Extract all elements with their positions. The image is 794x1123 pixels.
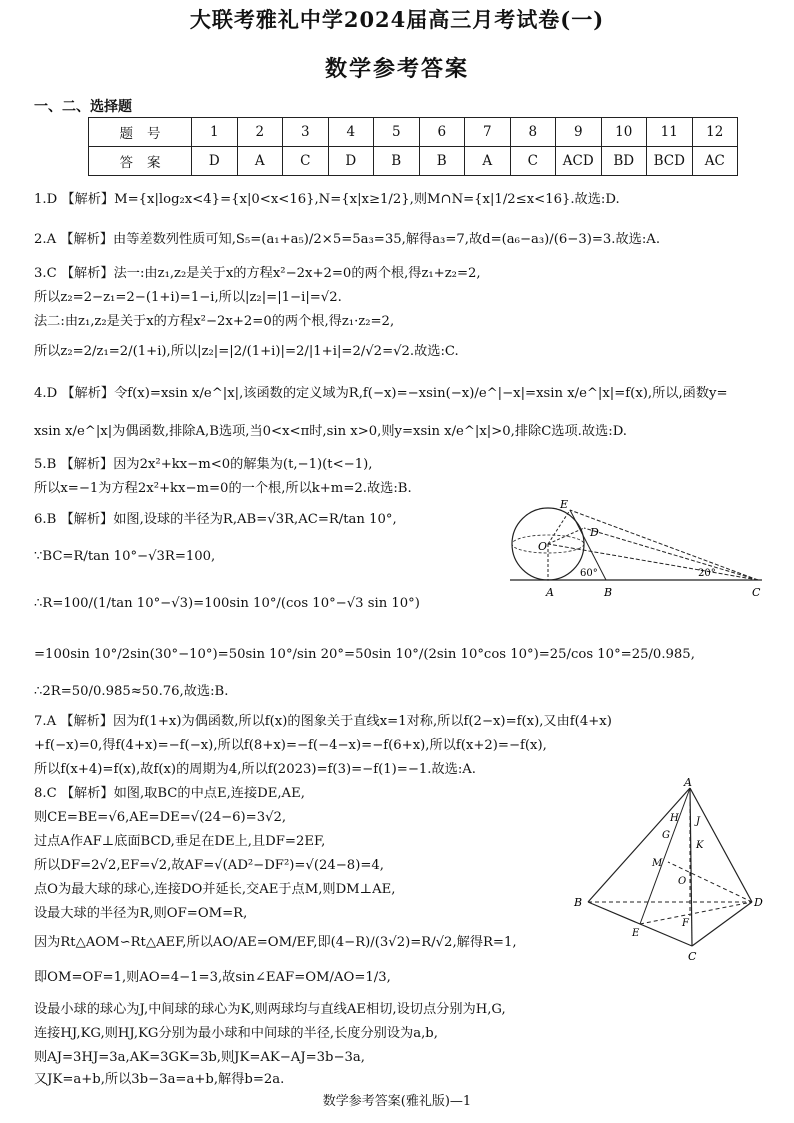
- solution-6-line: ∵BC=R/tan 10°−√3R=100,: [34, 549, 216, 564]
- solution-3-method2: 法二:由z₁,z₂是关于x的方程x²−2x+2=0的两个根,得z₁·z₂=2,: [34, 314, 395, 329]
- solution-5: 5.B 【解析】因为2x²+kx−m<0的解集为(t,−1)(t<−1),: [34, 457, 373, 472]
- solution-6-line: ∴2R=50/0.985≈50.76,故选:B.: [34, 684, 229, 699]
- solution-8: 8.C 【解析】如图,取BC的中点E,连接DE,AE,: [34, 786, 305, 801]
- table-cell: 1: [192, 118, 238, 147]
- solution-3-line: 所以z₂=2−z₁=2−(1+i)=1−i,所以|z₂|=|1−i|=√2.: [34, 290, 342, 305]
- solution-8-line: 所以DF=2√2,EF=√2,故AF=√(AD²−DF²)=√(24−8)=4,: [34, 858, 384, 873]
- figure-label: C: [688, 950, 697, 963]
- table-cell: 10: [601, 118, 647, 147]
- figure-label: A: [684, 776, 692, 789]
- figure-label: O: [678, 876, 687, 887]
- table-cell: 12: [692, 118, 738, 147]
- solution-8-line: 点O为最大球的球心,连接DO并延长,交AE于点M,则DM⊥AE,: [34, 882, 396, 897]
- document-title: 数学参考答案: [324, 56, 469, 82]
- table-cell: B: [419, 147, 465, 176]
- table-row: [89, 118, 738, 147]
- table-cell: BCD: [647, 147, 693, 176]
- figure-label: O: [538, 540, 548, 553]
- solution-6: 6.B 【解析】如图,设球的半径为R,AB=√3R,AC=R/tan 10°,: [34, 512, 397, 527]
- solution-3: 3.C 【解析】法一:由z₁,z₂是关于x的方程x²−2x+2=0的两个根,得z₁+z₂=2,: [34, 266, 481, 281]
- table-cell: 2: [237, 118, 283, 147]
- solution-5-line: 所以x=−1为方程2x²+kx−m=0的一个根,所以k+m=2.故选:B.: [34, 481, 412, 496]
- table-cell: C: [283, 147, 329, 176]
- solution-4-line: xsin x/e^|x|为偶函数,排除A,B选项,当0<x<π时,sin x>0,则y=xsin x/e^|x|>0,排除C选项.故选:D.: [34, 424, 627, 439]
- exam-title: 大联考雅礼中学2024届高三月考试卷(一): [189, 7, 605, 32]
- table-cell: A: [465, 147, 511, 176]
- table-cell: 6: [419, 118, 465, 147]
- solution-8-line: 设最小球的球心为J,中间球的球心为K,则两球均与直线AE相切,设切点分别为H,G,: [34, 1002, 506, 1017]
- table-cell: BD: [601, 147, 647, 176]
- solution-8-line: 又JK=a+b,所以3b−3a=a+b,解得b=2a.: [34, 1072, 285, 1087]
- row-label-answer: 答案: [89, 147, 192, 176]
- figure-label: C: [752, 586, 761, 599]
- figure-label: B: [604, 586, 613, 599]
- solution-6-line: ∴R=100/(1/tan 10°−√3)=100sin 10°/(cos 10°−√3 sin 10°): [34, 596, 420, 611]
- figure-label: 20°: [698, 568, 716, 579]
- table-cell: 4: [328, 118, 374, 147]
- figure-label: E: [632, 928, 640, 939]
- solution-8-line: 设最大球的半径为R,则OF=OM=R,: [34, 906, 248, 921]
- figure-label: A: [546, 586, 554, 599]
- table-cell: AC: [692, 147, 738, 176]
- table-cell: 3: [283, 118, 329, 147]
- solution-3-line: 所以z₂=2/z₁=2/(1+i),所以|z₂|=|2/(1+i)|=2/|1+i|=2/√2=√2.故选:C.: [34, 344, 459, 359]
- row-label-number: 题号: [89, 118, 192, 147]
- solution-2: 2.A 【解析】由等差数列性质可知,S₅=(a₁+a₅)/2×5=5a₃=35,解得a₃=7,故d=(a₆−a₃)/(6−3)=3.故选:A.: [34, 232, 661, 247]
- table-cell: ACD: [556, 147, 602, 176]
- solution-8-line: 则AJ=3HJ=3a,AK=3GK=3b,则JK=AK−AJ=3b−3a,: [34, 1050, 365, 1065]
- figure-label: G: [662, 830, 670, 841]
- table-cell: 11: [647, 118, 693, 147]
- solution-8-line: 则CE=BE=√6,AE=DE=√(24−6)=3√2,: [34, 810, 287, 825]
- figure-label: F: [682, 918, 689, 929]
- page-footer: 数学参考答案(雅礼版)—1: [322, 1094, 472, 1109]
- solution-7: 7.A 【解析】因为f(1+x)为偶函数,所以f(x)的图象关于直线x=1对称,所以f(2−x)=f(x),又由f(4+x): [34, 714, 612, 729]
- table-cell: B: [374, 147, 420, 176]
- solution-8-line: 即OM=OF=1,则AO=4−1=3,故sin∠EAF=OM/AO=1/3,: [34, 970, 391, 985]
- solution-8-line: 因为Rt△AOM∽Rt△AEF,所以AO/AE=OM/EF,即(4−R)/(3√2)=R/√2,解得R=1,: [34, 935, 517, 950]
- solution-6-line: =100sin 10°/2sin(30°−10°)=50sin 10°/sin 20°=50sin 10°/(2sin 10°cos 10°)=25/cos 10°=25/0.985,: [34, 647, 695, 662]
- solution-4: 4.D 【解析】令f(x)=xsin x/e^|x|,该函数的定义域为R,f(−x)=−xsin(−x)/e^|−x|=xsin x/e^|x|=f(x),所以,函数y=: [34, 386, 728, 401]
- table-cell: 8: [510, 118, 556, 147]
- figure-label: H: [670, 813, 679, 824]
- table-cell: 9: [556, 118, 602, 147]
- table-row: [89, 147, 738, 176]
- solution-7-line: +f(−x)=0,得f(4+x)=−f(−x),所以f(8+x)=−f(−4−x)=−f(6+x),所以f(x+2)=−f(x),: [34, 738, 547, 753]
- figure-label: E: [560, 498, 569, 511]
- table-cell: C: [510, 147, 556, 176]
- figure-sphere-tangents: [500, 496, 770, 602]
- figure-label: 60°: [580, 568, 598, 579]
- section-heading: 一、二、选择题: [34, 99, 132, 115]
- table-cell: D: [328, 147, 374, 176]
- figure-label: D: [754, 896, 763, 909]
- figure-label: M: [652, 858, 663, 869]
- figure-label: B: [574, 896, 583, 909]
- solution-8-line: 过点A作AF⊥底面BCD,垂足在DE上,且DF=2EF,: [34, 834, 326, 849]
- figure-label: K: [696, 840, 704, 851]
- table-cell: A: [237, 147, 283, 176]
- figure-label: J: [696, 816, 701, 827]
- table-cell: D: [192, 147, 238, 176]
- answer-table: [88, 117, 738, 176]
- figure-tetrahedron: [566, 776, 770, 966]
- solution-8-line: 连接HJ,KG,则HJ,KG分别为最小球和中间球的半径,长度分别设为a,b,: [34, 1026, 438, 1041]
- table-cell: 7: [465, 118, 511, 147]
- table-cell: 5: [374, 118, 420, 147]
- figure-label: D: [590, 526, 599, 539]
- solution-1: 1.D 【解析】M={x|log₂x<4}={x|0<x<16},N={x|x≥1/2},则M∩N={x|1/2≤x<16}.故选:D.: [34, 192, 620, 207]
- solution-7-line: 所以f(x+4)=f(x),故f(x)的周期为4,所以f(2023)=f(3)=−f(1)=−1.故选:A.: [34, 762, 476, 777]
